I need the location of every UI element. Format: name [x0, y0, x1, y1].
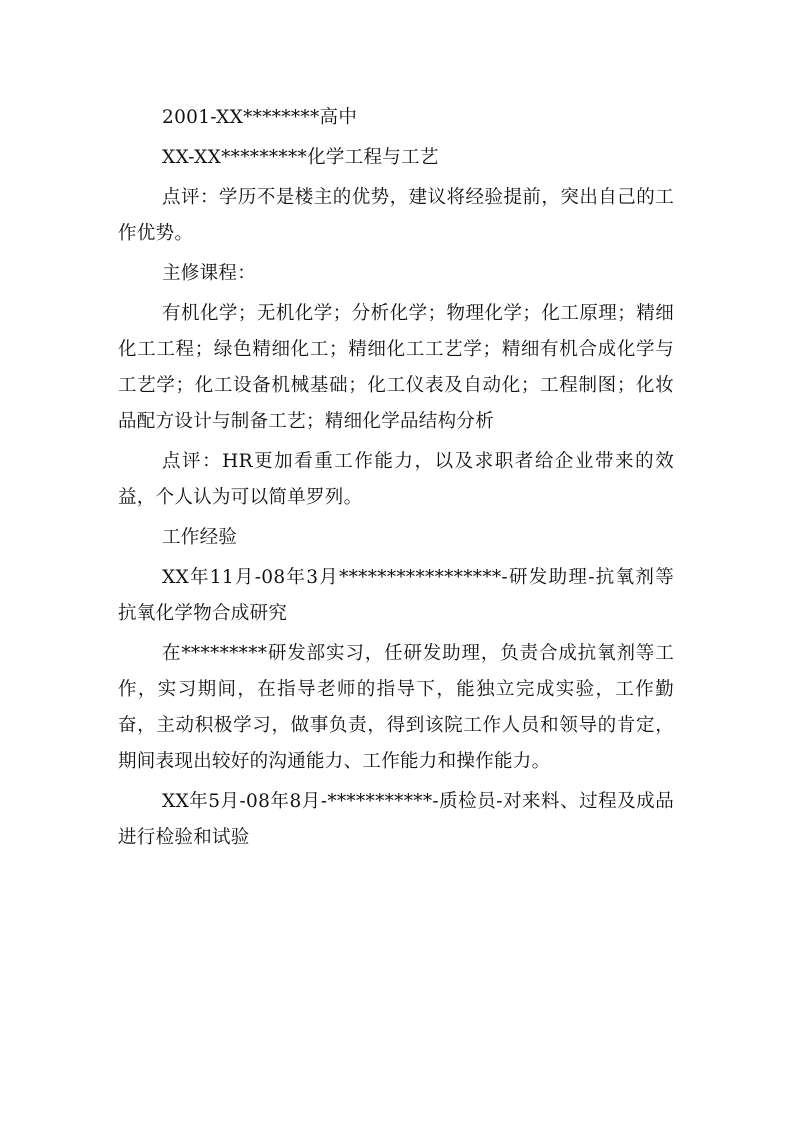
courses-heading: 主修课程：: [162, 263, 257, 284]
education-line-university: XX-XX*********化学工程与工艺: [162, 147, 439, 168]
courses-list: 有机化学；无机化学；分析化学；物理化学；化工原理；精细化工工程；绿色精细化工；精细化工工艺学；精细有机合成化学与工艺学；化工设备机械基础；化工仪表及自动化；工程制图；化妆品配方设计与制备工艺；精细化学品结构分析: [118, 303, 674, 432]
document-body: [118, 100, 674, 856]
job-description-rd-assistant: 在*********研发部实习，任研发助理，负责合成抗氧剂等工作，实习期间，在指导老师的指导下，能独立完成实验，工作勤奋，主动积极学习，做事负责，得到该院工作人员和领导的肯定，期间表现出较好的沟通能力、工作能力和操作能力。: [118, 643, 674, 772]
job-entry-quality-inspector: XX年5月-08年8月-***********-质检员-对来料、过程及成品进行检验和试验: [118, 791, 674, 848]
job-entry-rd-assistant: XX年11月-08年3月*****************-研发助理-抗氧剂等抗氧化学物合成研究: [118, 567, 674, 624]
comment-courses: 点评：HR更加看重工作能力，以及求职者给企业带来的效益，个人认为可以简单罗列。: [118, 451, 674, 508]
education-line-highschool: 2001-XX********高中: [162, 107, 358, 128]
work-experience-heading: 工作经验: [162, 527, 238, 548]
comment-education: 点评：学历不是楼主的优势，建议将经验提前，突出自己的工作优势。: [118, 187, 674, 244]
